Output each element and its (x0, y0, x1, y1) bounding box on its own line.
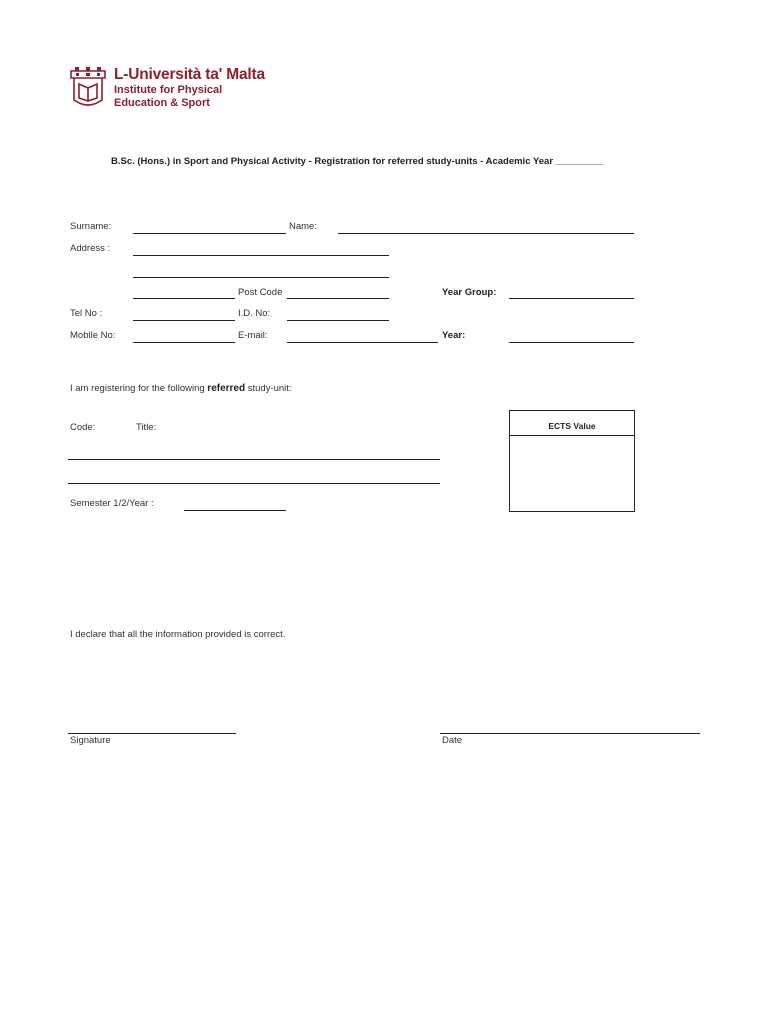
name-field[interactable] (338, 233, 634, 234)
name-label: Name: (289, 221, 317, 232)
registration-emphasis: referred (207, 383, 246, 394)
address-label: Address : (70, 243, 111, 254)
id-no-field[interactable] (287, 320, 389, 321)
title-label: Title: (136, 422, 157, 433)
semester-field[interactable] (184, 510, 286, 511)
id-no-label: I.D. No: (238, 308, 271, 319)
study-unit-field-line2[interactable] (68, 483, 440, 484)
mobile-no-field[interactable] (133, 342, 235, 343)
address-field-line2[interactable] (133, 277, 389, 278)
tel-no-label: Tel No : (70, 308, 103, 319)
year-field[interactable] (509, 342, 634, 343)
mobile-no-label: Mobile No: (70, 330, 116, 341)
email-label: E-mail: (238, 330, 268, 341)
date-label: Date (442, 735, 463, 746)
post-code-field[interactable] (287, 298, 389, 299)
surname-label: Surname: (70, 221, 112, 232)
ects-value-header: ECTS Value (510, 411, 634, 436)
signature-label: Signature (70, 735, 111, 746)
date-field[interactable] (440, 733, 700, 734)
code-label: Code: (70, 422, 96, 433)
post-code-label: Post Code (238, 287, 283, 298)
tel-no-field[interactable] (133, 320, 235, 321)
semester-label: Semester 1/2/Year : (70, 498, 154, 509)
address-field-line3[interactable] (133, 298, 235, 299)
signature-field[interactable] (68, 733, 236, 734)
registration-statement (70, 383, 292, 394)
institute-name-line2: Education & Sport (114, 97, 210, 109)
institute-name-line1: Institute for Physical (114, 84, 223, 96)
registration-text-after: study-unit: (245, 383, 292, 394)
year-label: Year: (442, 330, 466, 341)
surname-field[interactable] (133, 233, 286, 234)
university-name: L-Università ta' Malta (114, 66, 265, 83)
year-group-label: Year Group: (442, 287, 497, 298)
study-unit-field-line1[interactable] (68, 459, 440, 460)
ects-value-box[interactable] (509, 410, 635, 512)
address-field-line1[interactable] (133, 255, 389, 256)
declaration-text: I declare that all the information provided is correct. (70, 629, 286, 640)
university-crest-icon (68, 66, 108, 110)
registration-text-before: I am registering for the following (70, 383, 208, 394)
year-group-field[interactable] (509, 298, 634, 299)
form-title: B.Sc. (Hons.) in Sport and Physical Activity - Registration for referred study-units - Academic Year _________ (111, 156, 604, 167)
email-field[interactable] (287, 342, 438, 343)
university-logo (68, 66, 108, 110)
